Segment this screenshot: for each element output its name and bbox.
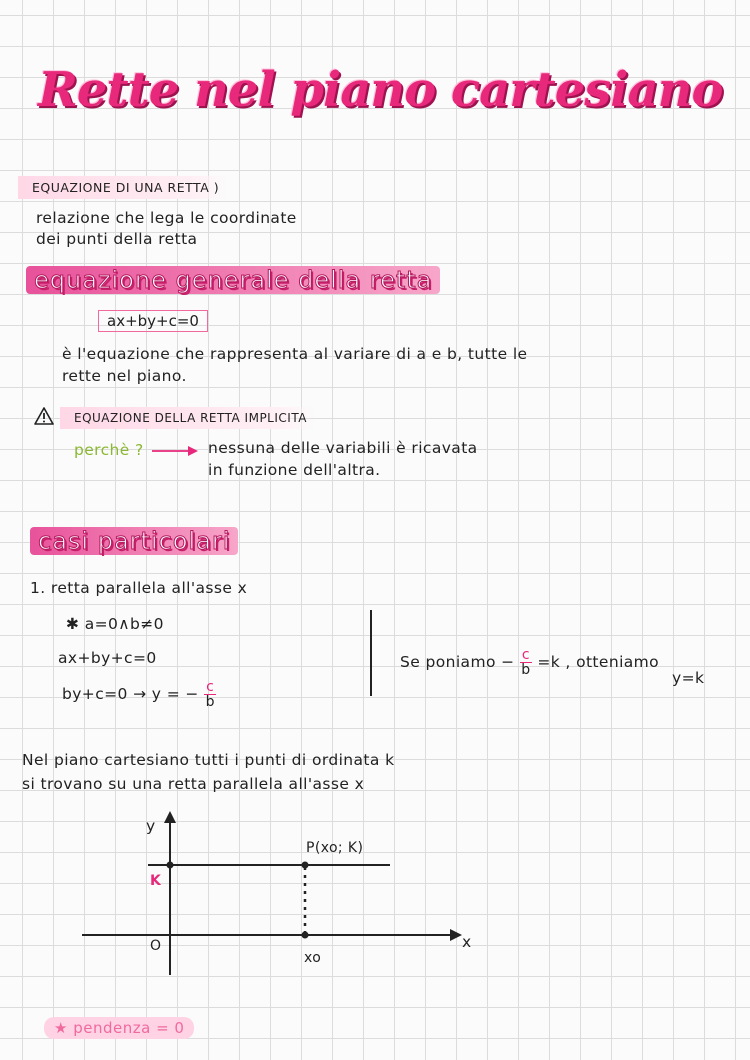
statement-line-2: si trovano su una retta parallela all'asse x (22, 775, 365, 793)
slope-note (44, 1017, 194, 1039)
case1-eq2-row (62, 680, 216, 709)
case1-condition-row (66, 614, 164, 635)
point-k-on-y-axis (167, 862, 174, 869)
side-fraction-numerator: c (521, 647, 530, 663)
side-note-row (400, 648, 659, 677)
case1-condition: a=0∧b≠0 (84, 615, 164, 633)
point-xo-on-x-axis (302, 932, 309, 939)
cartesian-graph (60, 805, 490, 985)
fraction-numerator: c (206, 679, 215, 695)
side-note-prefix: Se poniamo − (400, 653, 515, 671)
case1-eq1: ax+by+c=0 (58, 649, 157, 667)
general-desc-line-2: rette nel piano. (62, 367, 187, 385)
implicit-label: EQUAZIONE DELLA RETTA IMPLICITA (60, 407, 315, 429)
arrow-right-icon (150, 445, 200, 457)
general-desc-line-1: è l'equazione che rappresenta al variare di a e b, tutte le (62, 345, 528, 363)
definition-line-1: relazione che lega le coordinate (36, 209, 297, 227)
statement-line-1: Nel piano cartesiano tutti i punti di ordinata k (22, 751, 395, 769)
graph-origin-label: O (150, 938, 162, 954)
side-note-mid: =k , otteniamo (537, 653, 660, 671)
page-title: Rette nel piano cartesiano (38, 62, 723, 118)
side-note-result: y=k (672, 669, 705, 687)
case1-eq2: by+c=0 → y = − (62, 685, 199, 703)
implicit-answer-line-2: in funzione dell'altra. (208, 461, 381, 479)
fraction-denominator: b (205, 694, 215, 710)
section-label-text: EQUAZIONE DI UNA RETTA (32, 180, 210, 195)
warning-icon (34, 407, 54, 425)
point-p (302, 862, 309, 869)
implicit-answer-line-1: nessuna delle variabili è ricavata (208, 439, 478, 457)
y-axis-arrow-icon (164, 811, 176, 823)
graph-y-label: y (146, 817, 156, 835)
heading-special-cases: casi particolari (30, 527, 238, 555)
graph-k-label: K (150, 873, 161, 889)
section-label-equation: EQUAZIONE DI UNA RETTA ) (18, 176, 227, 199)
x-axis-arrow-icon (450, 929, 462, 941)
star-icon: ★ (54, 1019, 74, 1037)
graph-xo-label: xo (304, 950, 322, 966)
graph-point-label: P(xo; K) (306, 840, 364, 856)
side-fraction (520, 648, 532, 677)
star-icon: ✱ (66, 615, 85, 633)
slope-note-text: pendenza = 0 (73, 1019, 185, 1037)
graph-x-label: x (462, 933, 472, 951)
general-equation-box: ax+by+c=0 (98, 310, 208, 332)
vertical-divider (370, 610, 372, 696)
side-fraction-denominator: b (521, 662, 531, 678)
definition-line-2: dei punti della retta (36, 230, 198, 248)
heading-general-equation: equazione generale della retta (26, 266, 440, 294)
fraction-c-over-b (204, 680, 216, 709)
implicit-question: perchè ? (74, 441, 144, 459)
case1-title: 1. retta parallela all'asse x (30, 579, 248, 597)
